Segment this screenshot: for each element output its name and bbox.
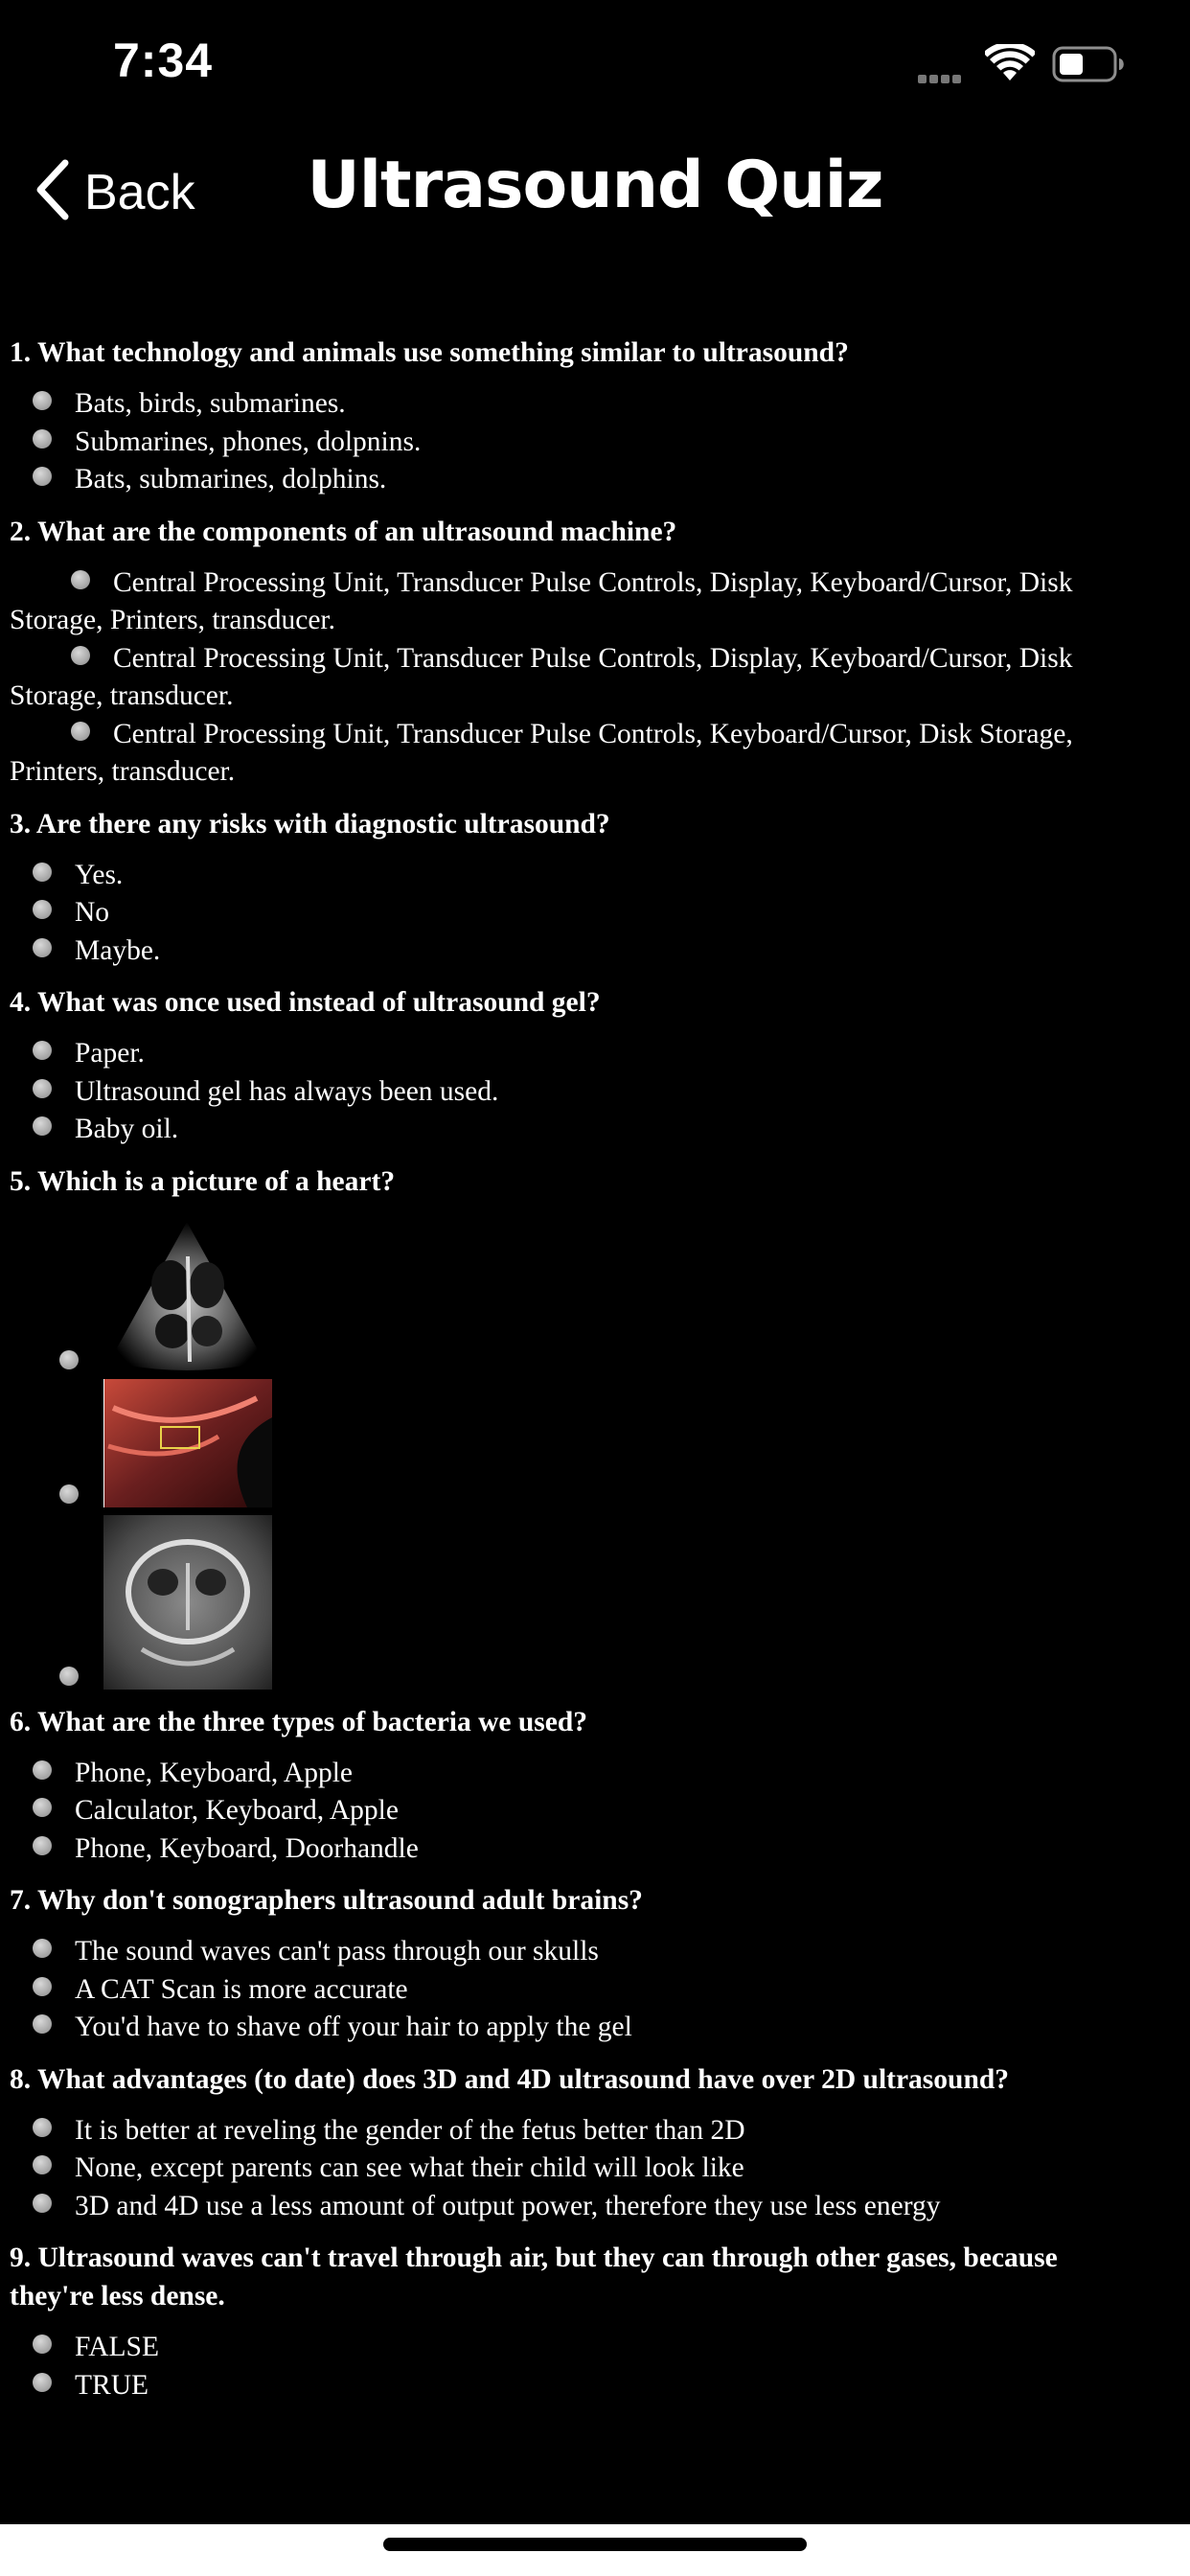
radio-button[interactable] [71, 570, 90, 589]
back-label: Back [84, 164, 195, 220]
radio-button[interactable] [33, 862, 52, 882]
question-4-options [10, 1035, 1180, 1149]
radio-button[interactable] [33, 1116, 52, 1136]
radio-button[interactable] [33, 2155, 52, 2174]
radio-button[interactable] [59, 1667, 79, 1686]
radio-button[interactable] [33, 467, 52, 486]
question-7-options [10, 1933, 1180, 2047]
question-6-options [10, 1755, 1180, 1869]
answer-option[interactable]: The sound waves can't pass through our skulls [10, 1933, 1180, 1971]
radio-button[interactable] [33, 2118, 52, 2137]
answer-option[interactable]: No [10, 894, 1180, 932]
radio-button[interactable] [33, 2373, 52, 2392]
answer-option[interactable]: Bats, submarines, dolphins. [10, 461, 1180, 499]
radio-button[interactable] [59, 1350, 79, 1369]
radio-button[interactable] [33, 2014, 52, 2034]
battery-icon [1052, 46, 1125, 87]
question-1-options [10, 385, 1180, 499]
answer-option[interactable]: None, except parents can see what their child will look like [10, 2150, 1180, 2188]
question-8-options [10, 2112, 1180, 2226]
answer-option[interactable]: You'd have to shave off your hair to apply the gel [10, 2009, 1180, 2047]
question-5: 5. Which is a picture of a heart? [10, 1165, 396, 1197]
answer-option[interactable]: Paper. [10, 1035, 1180, 1073]
radio-button[interactable] [33, 1836, 52, 1855]
image-answer-option[interactable] [10, 1515, 1180, 1690]
ultrasound-image-heart [103, 1218, 270, 1373]
radio-button[interactable] [33, 1798, 52, 1817]
answer-option[interactable]: Phone, Keyboard, Doorhandle [10, 1830, 1180, 1869]
home-indicator[interactable] [383, 2538, 807, 2551]
answer-option[interactable]: It is better at reveling the gender of the fetus better than 2D [10, 2112, 1180, 2150]
question-6: 6. What are the three types of bacteria we used? [10, 1706, 588, 1737]
question-9: 9. Ultrasound waves can't travel through air, but they can through other gases, because they're less dense. [10, 2242, 1058, 2312]
answer-option[interactable]: Ultrasound gel has always been used. [10, 1073, 1180, 1112]
answer-option[interactable]: Central Processing Unit, Transducer Pulse Controls, Keyboard/Cursor, Disk Storage, Printers, transducer. [10, 718, 1073, 787]
radio-button[interactable] [33, 1977, 52, 1996]
radio-button[interactable] [71, 722, 90, 741]
radio-button[interactable] [33, 900, 52, 919]
radio-button[interactable] [33, 1041, 52, 1060]
navigation-bar [0, 134, 1190, 249]
radio-button[interactable] [33, 391, 52, 410]
question-5-options [10, 1218, 1180, 1690]
answer-option[interactable]: Central Processing Unit, Transducer Pulse Controls, Display, Keyboard/Cursor, Disk Storage, transducer. [10, 642, 1073, 711]
radio-button[interactable] [33, 2194, 52, 2213]
page-title [0, 148, 1190, 223]
image-answer-option[interactable] [10, 1379, 1180, 1507]
question-3: 3. Are there any risks with diagnostic ultrasound? [10, 808, 610, 840]
answer-option[interactable]: Central Processing Unit, Transducer Pulse Controls, Display, Keyboard/Cursor, Disk Storage, Printers, transducer. [10, 566, 1073, 635]
question-9-options [10, 2329, 1180, 2404]
question-1: 1. What technology and animals use something similar to ultrasound? [10, 337, 849, 368]
radio-button[interactable] [33, 1939, 52, 1958]
answer-option[interactable]: Phone, Keyboard, Apple [10, 1755, 1180, 1793]
answer-option[interactable]: FALSE [10, 2329, 1180, 2367]
page-title-text: Ultrasound Quiz [307, 148, 883, 223]
question-8: 8. What advantages (to date) does 3D and 4D ultrasound have over 2D ultrasound? [10, 2063, 1010, 2095]
question-7: 7. Why don't sonographers ultrasound adult brains? [10, 1885, 643, 1916]
radio-button[interactable] [33, 2334, 52, 2354]
cellular-signal-icon [918, 71, 964, 88]
radio-button[interactable] [59, 1484, 79, 1504]
ultrasound-image-doppler [103, 1379, 272, 1507]
image-answer-option[interactable] [10, 1218, 1180, 1373]
question-3-options [10, 857, 1180, 971]
answer-option[interactable]: Yes. [10, 857, 1180, 895]
radio-button[interactable] [71, 646, 90, 665]
answer-option[interactable]: Calculator, Keyboard, Apple [10, 1792, 1180, 1830]
answer-option[interactable]: Submarines, phones, dolpnins. [10, 424, 1180, 462]
answer-option[interactable]: Bats, birds, submarines. [10, 385, 1180, 424]
radio-button[interactable] [33, 1760, 52, 1780]
wifi-icon [985, 44, 1035, 87]
answer-option[interactable]: A CAT Scan is more accurate [10, 1971, 1180, 2010]
answer-option[interactable]: Maybe. [10, 932, 1180, 971]
status-bar [0, 0, 1190, 134]
question-4: 4. What was once used instead of ultrasound gel? [10, 987, 601, 1018]
answer-option[interactable]: Baby oil. [10, 1111, 1180, 1149]
status-time: 7:34 [113, 34, 214, 87]
answer-option[interactable]: 3D and 4D use a less amount of output power, therefore they use less energy [10, 2188, 1180, 2226]
answer-option[interactable]: TRUE [10, 2367, 1180, 2405]
question-2: 2. What are the components of an ultrasound machine? [10, 516, 677, 547]
ultrasound-image-fetus [103, 1515, 272, 1690]
radio-button[interactable] [33, 429, 52, 448]
quiz-content [10, 334, 1180, 2418]
question-2-options [10, 564, 1180, 792]
radio-button[interactable] [33, 1079, 52, 1098]
radio-button[interactable] [33, 938, 52, 957]
